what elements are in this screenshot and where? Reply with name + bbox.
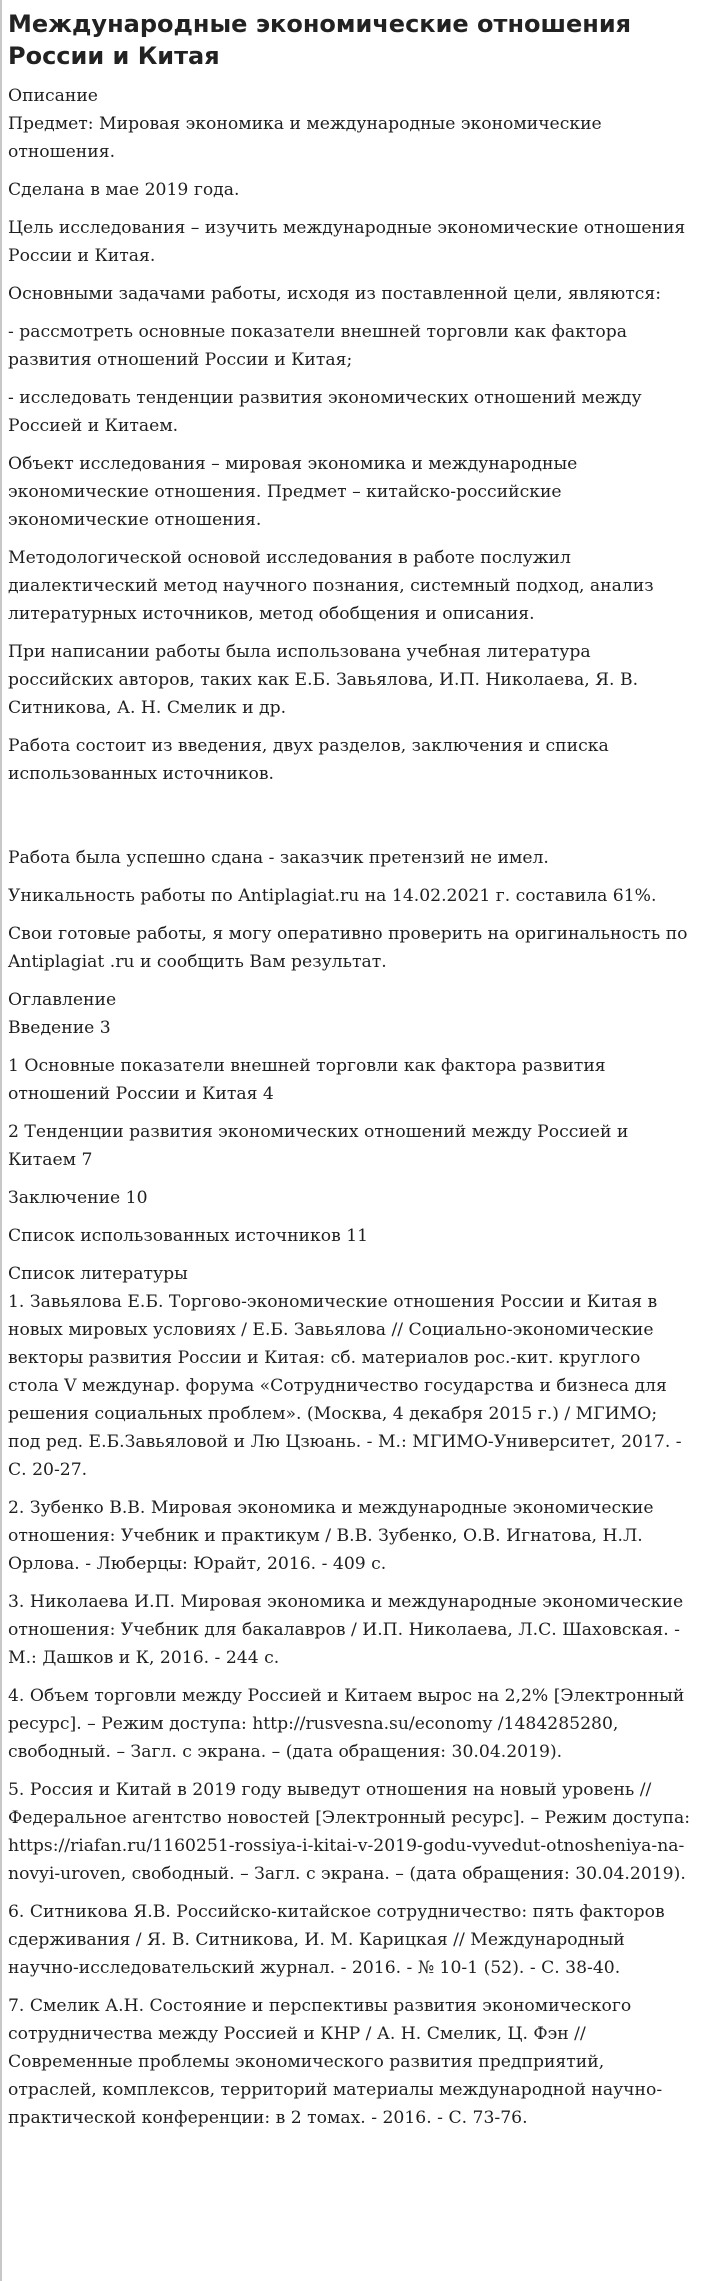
toc-item: 1 Основные показатели внешней торговли как фактора развития отношений России и Китая 4 [8, 1056, 606, 1104]
description-paragraph: Работа состоит из введения, двух разделов, заключения и списка использованных источников. [8, 736, 609, 784]
literature-item: 3. Николаева И.П. Мировая экономика и международные экономические отношения: Учебник для бакалавров / И.П. Николаева, Л.С. Шаховская. - М.: Дашков и К, 2016. - 244 с. [8, 1592, 684, 1668]
description-label: Описание [8, 86, 98, 106]
description-paragraph: - рассмотреть основные показатели внешней торговли как фактора развития отношений России и Китая; [8, 322, 627, 370]
toc-item: Список использованных источников 11 [8, 1226, 369, 1246]
literature-item: 7. Смелик А.Н. Состояние и перспективы развития экономического сотрудничества между Россией и КНР / А. Н. Смелик, Ц. Фэн // Современные проблемы экономического развития предприятий, отраслей, комплексов, территорий материалы международной научно-практической конференции: в 2 томах. - 2016. - С. 73-76. [8, 1996, 663, 2128]
description-section [8, 82, 693, 788]
note-paragraph: Уникальность работы по Antiplagiat.ru на 14.02.2021 г. составила 61%. [8, 886, 657, 906]
notes-section [8, 844, 693, 976]
section-spacer [8, 798, 693, 844]
description-paragraph: Сделана в мае 2019 года. [8, 180, 240, 200]
literature-section [8, 1260, 693, 2132]
description-paragraph: Цель исследования – изучить международные экономические отношения России и Китая. [8, 218, 686, 266]
description-paragraph: Основными задачами работы, исходя из поставленной цели, являются: [8, 284, 661, 304]
toc-section [8, 986, 693, 1250]
literature-item: 5. Россия и Китай в 2019 году выведут отношения на новый уровень // Федеральное агентство новостей [Электронный ресурс]. – Режим доступа: https://riafan.ru/1160251-rossiya-i-kitai-v-2019-godu-vyvedut-otnosheniya-na-novyi-uroven, свободный. – Загл. с экрана. – (дата обращения: 30.04.2019). [8, 1780, 691, 1884]
document-content [8, 4, 693, 2142]
left-border [0, 0, 2, 2281]
description-paragraph: Объект исследования – мировая экономика и международные экономические отношения. Предмет – китайско-российские экономические отношения. [8, 454, 578, 530]
page-title: Международные экономические отношения России и Китая [8, 10, 632, 70]
description-paragraph: Предмет: Мировая экономика и международные экономические отношения. [8, 114, 602, 162]
toc-item: Введение 3 [8, 1018, 111, 1038]
description-paragraph: При написании работы была использована учебная литература российских авторов, таких как Е.Б. Завьялова, И.П. Николаева, Я. В. Ситникова, А. Н. Смелик и др. [8, 642, 639, 718]
literature-item: 6. Ситникова Я.В. Российско-китайское сотрудничество: пять факторов сдерживания / Я. В. Ситникова, И. М. Карицкая // Международный научно-исследовательский журнал. - 2016. - № 10-1 (52). - С. 38-40. [8, 1902, 665, 1978]
literature-item: 4. Объем торговли между Россией и Китаем вырос на 2,2% [Электронный ресурс]. – Режим доступа: http://rusvesna.su/economy /1484285280, свободный. – Загл. с экрана. – (дата обращения: 30.04.2019). [8, 1686, 685, 1762]
note-paragraph: Работа была успешно сдана - заказчик претензий не имел. [8, 848, 549, 868]
note-paragraph: Свои готовые работы, я могу оперативно проверить на оригинальность по Antiplagiat .ru и сообщить Вам результат. [8, 924, 688, 972]
description-paragraph: - исследовать тенденции развития экономических отношений между Россией и Китаем. [8, 388, 642, 436]
toc-item: Заключение 10 [8, 1188, 148, 1208]
description-paragraph: Методологической основой исследования в работе послужил диалектический метод научного познания, системный подход, анализ литературных источников, метод обобщения и описания. [8, 548, 654, 624]
literature-label: Список литературы [8, 1264, 188, 1284]
toc-label: Оглавление [8, 990, 117, 1010]
literature-item: 1. Завьялова Е.Б. Торгово-экономические отношения России и Китая в новых мировых условиях / Е.Б. Завьялова // Социально-экономические векторы развития России и Китая: сб. материалов рос.-кит. круглого стола V междунар. форума «Сотрудничество государства и бизнеса для решения социальных проблем». (Москва, 4 декабря 2015 г.) / МГИМО; под ред. Е.Б.Завьяловой и Лю Цзюань. - М.: МГИМО-Университет, 2017. - С. 20-27. [8, 1292, 682, 1480]
toc-item: 2 Тенденции развития экономических отношений между Россией и Китаем 7 [8, 1122, 629, 1170]
literature-item: 2. Зубенко В.В. Мировая экономика и международные экономические отношения: Учебник и практикум / В.В. Зубенко, О.В. Игнатова, Н.Л. Орлова. - Люберцы: Юрайт, 2016. - 409 с. [8, 1498, 654, 1574]
